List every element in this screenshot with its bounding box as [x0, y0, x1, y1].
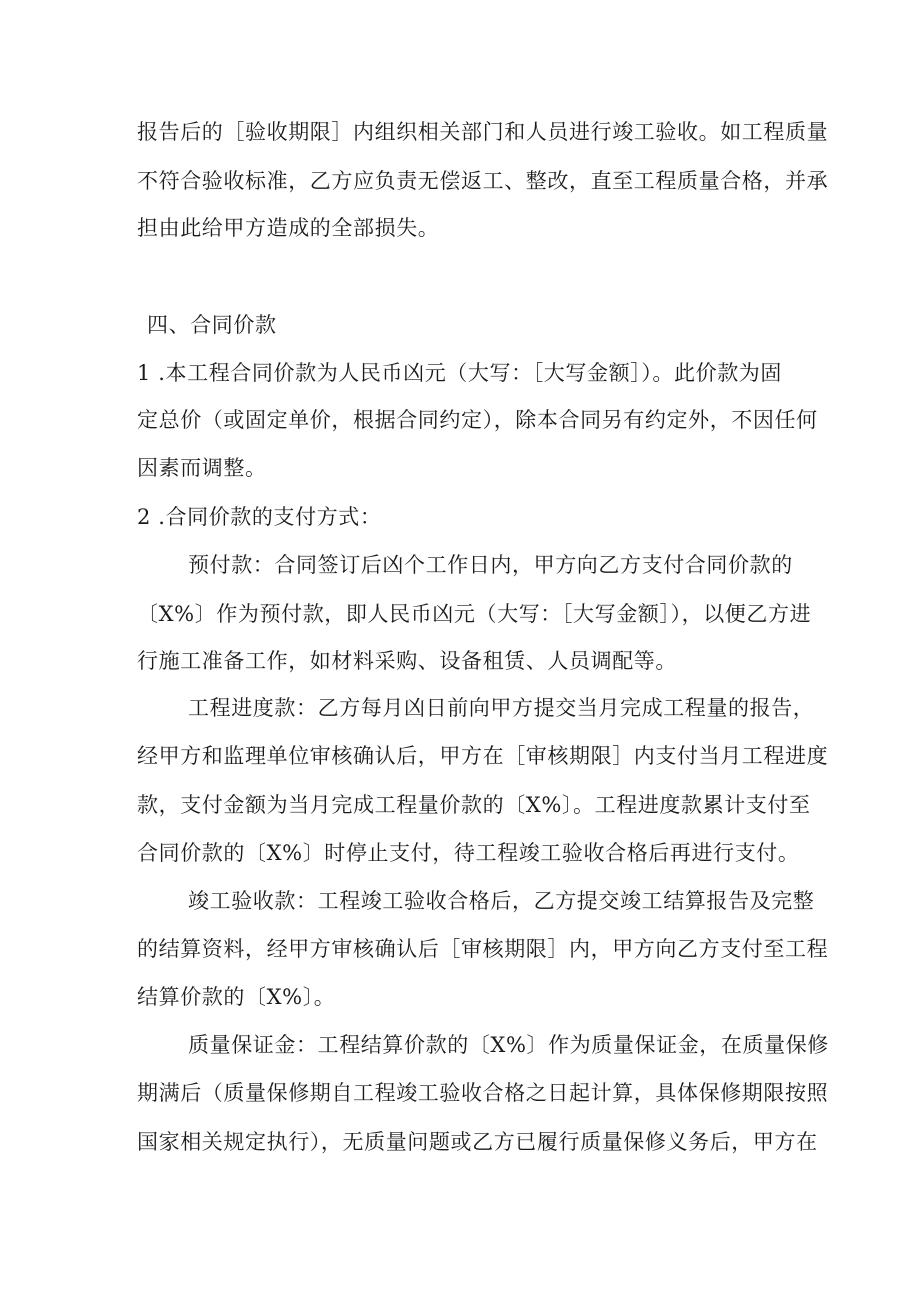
paragraph-line: 的结算资料，经甲方审核确认后［审核期限］内，甲方向乙方支付至工程: [137, 937, 829, 961]
paragraph-line: 2 .合同价款的支付方式：: [137, 505, 382, 529]
paragraph-line: 竣工验收款：工程竣工验收合格后，乙方提交竣工结算报告及完整: [188, 889, 815, 913]
paragraph-line: 期满后（质量保修期自工程竣工验收合格之日起计算，具体保修期限按照: [137, 1081, 829, 1105]
paragraph-line: 款，支付金额为当月完成工程量价款的〔X%〕。工程进度款累计支付至: [137, 793, 811, 817]
paragraph-line: 结算价款的〔X%〕。: [137, 985, 336, 1009]
paragraph-line: 工程进度款：乙方每月凶日前向甲方提交当月完成工程量的报告，: [188, 696, 815, 720]
paragraph-line: 〔X%〕作为预付款，即人民币凶元（大写：［大写金额］），以便乙方进: [137, 602, 812, 626]
paragraph-line: 预付款：合同签订后凶个工作日内，甲方向乙方支付合同价款的: [188, 553, 793, 577]
section-heading: 四、合同价款: [147, 313, 277, 337]
paragraph-line: 不符合验收标准，乙方应负责无偿返工、整改，直至工程质量合格，并承: [137, 169, 829, 193]
paragraph-line: 因素而调整。: [137, 456, 267, 480]
paragraph-line: 国家相关规定执行），无质量问题或乙方已履行质量保修义务后，甲方在: [137, 1130, 818, 1154]
paragraph-line: 质量保证金：工程结算价款的〔X%〕作为质量保证金，在质量保修: [188, 1033, 829, 1057]
paragraph-line: 定总价（或固定单价，根据合同约定），除本合同另有约定外，不因任何: [137, 408, 818, 432]
paragraph-line: 报告后的［验收期限］内组织相关部门和人员进行竣工验收。如工程质量: [137, 120, 829, 144]
paragraph-line: 合同价款的〔X%〕时停止支付，待工程竣工验收合格后再进行支付。: [137, 841, 800, 865]
paragraph-line: 1 .本工程合同价款为人民币凶元（大写：［大写金额］）。此价款为固: [137, 361, 783, 385]
paragraph-line: 行施工准备工作，如材料采购、设备租赁、人员调配等。: [137, 649, 677, 673]
paragraph-line: 经甲方和监理单位审核确认后，甲方在［审核期限］内支付当月工程进度: [137, 744, 829, 768]
paragraph-line: 担由此给甲方造成的全部损失。: [137, 216, 440, 240]
